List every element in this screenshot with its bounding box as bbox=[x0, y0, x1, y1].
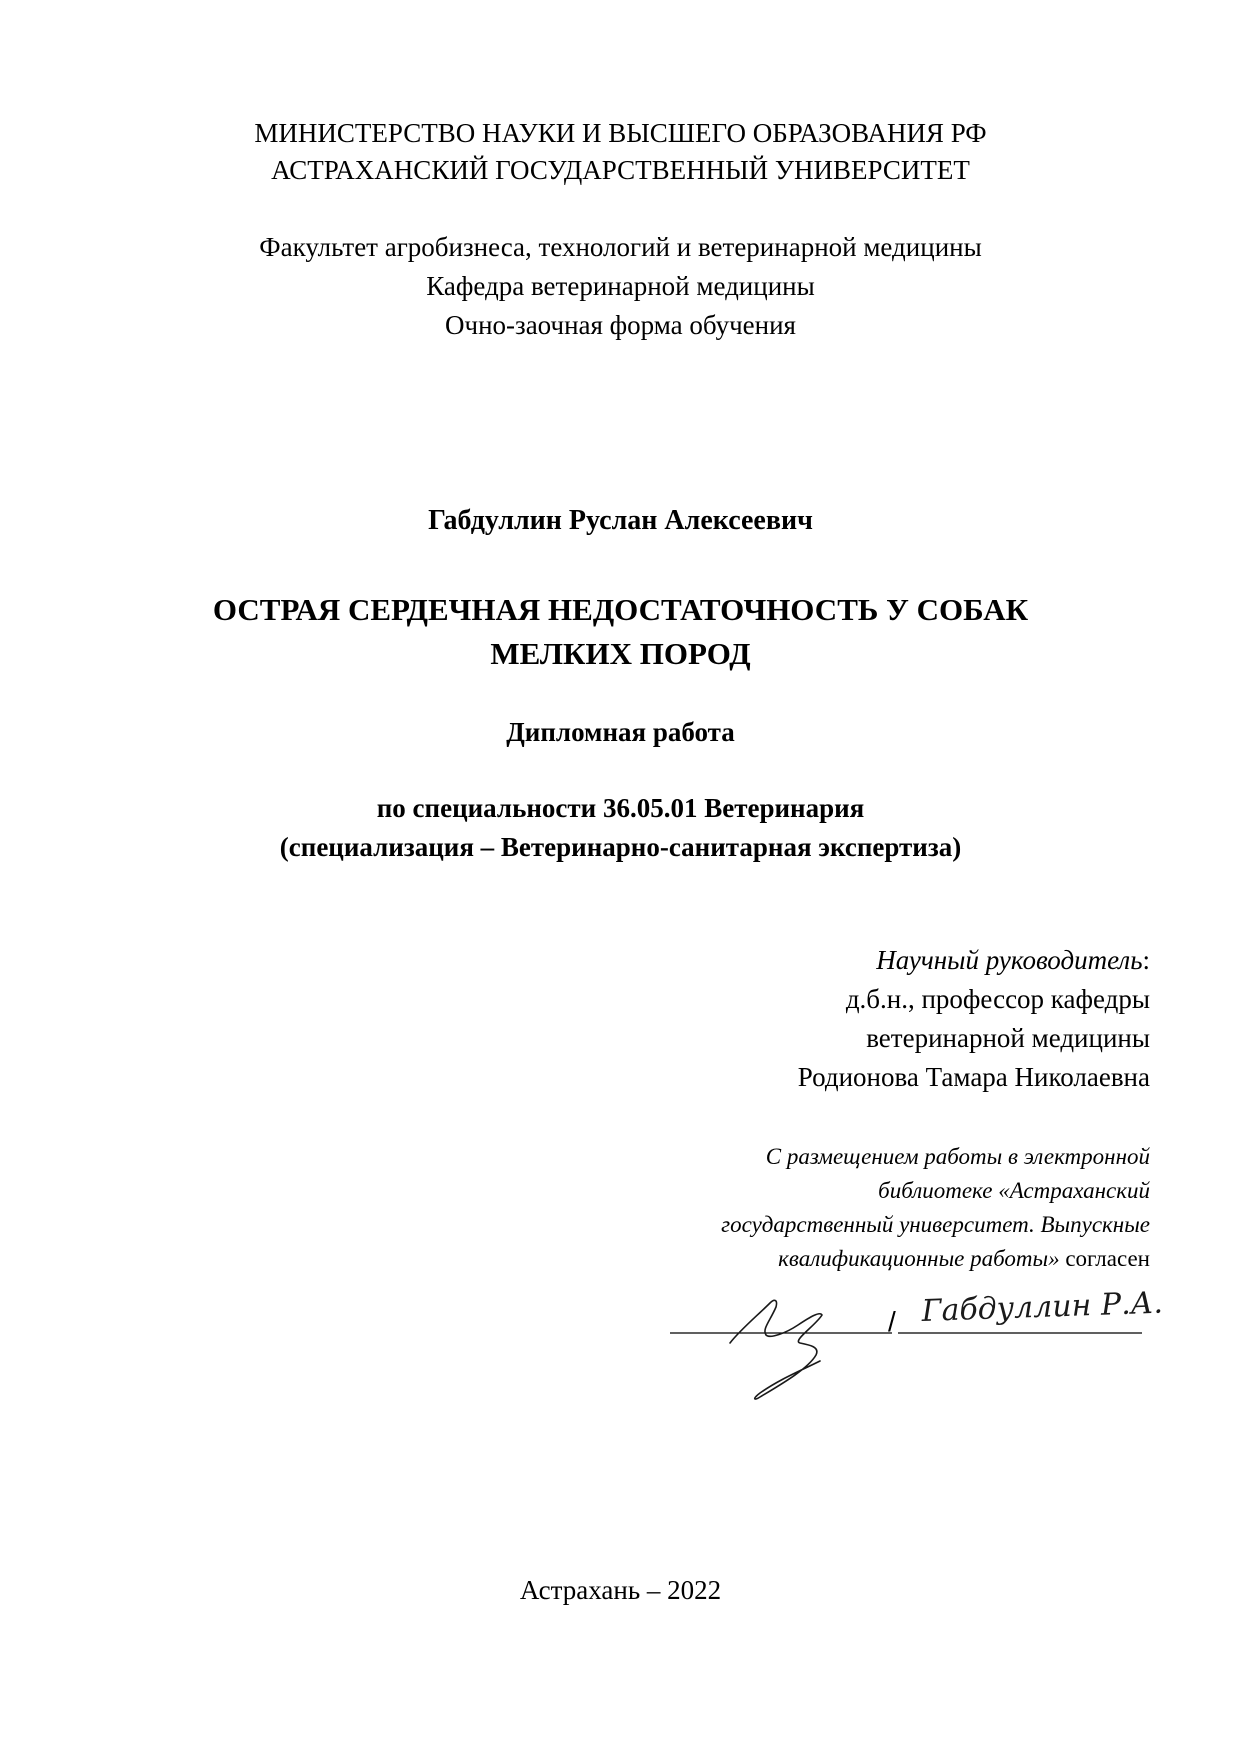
department-name: Кафедра ветеринарной медицины bbox=[426, 271, 815, 301]
study-form: Очно-заочная форма обучения bbox=[445, 310, 796, 340]
consent-line-3: государственный университет. Выпускные bbox=[721, 1212, 1150, 1237]
ministry-title: МИНИСТЕРСТВО НАУКИ И ВЫСШЕГО ОБРАЗОВАНИЯ РФ bbox=[254, 118, 987, 148]
handwritten-name: Габдуллин Р.А. bbox=[921, 1285, 1164, 1329]
consent-line-4-italic: квалификационные работы» bbox=[778, 1246, 1060, 1271]
signature-separator: / bbox=[888, 1306, 896, 1337]
thesis-title-line-1: ОСТРАЯ СЕРДЕЧНАЯ НЕДОСТАТОЧНОСТЬ У СОБАК bbox=[212, 592, 1029, 627]
thesis-title-line-2: МЕЛКИХ ПОРОД bbox=[490, 636, 751, 671]
supervisor-label: Научный руководитель bbox=[876, 945, 1143, 975]
supervisor-degree: д.б.н., профессор кафедры bbox=[845, 984, 1150, 1014]
consent-line-4 bbox=[778, 1246, 1150, 1272]
consent-line-1: С размещением работы в электронной bbox=[765, 1144, 1150, 1169]
supervisor-label-line bbox=[876, 945, 1150, 976]
supervisor-name: Родионова Тамара Николаевна bbox=[797, 1062, 1150, 1092]
handwritten-signature-icon bbox=[730, 1300, 822, 1399]
consent-line-2: библиотеке «Астраханский bbox=[878, 1178, 1150, 1203]
city-year: Астрахань – 2022 bbox=[519, 1575, 722, 1605]
signature-block bbox=[670, 1285, 1170, 1405]
work-type: Дипломная работа bbox=[506, 717, 735, 747]
faculty-name: Факультет агробизнеса, технологий и ветеринарной медицины bbox=[259, 232, 982, 262]
specialty-line-1: по специальности 36.05.01 Ветеринария bbox=[376, 793, 865, 823]
consent-line-4-plain: согласен bbox=[1059, 1246, 1150, 1271]
supervisor-department: ветеринарной медицины bbox=[866, 1023, 1150, 1053]
author-name: Габдуллин Руслан Алексеевич bbox=[428, 505, 813, 536]
supervisor-colon: : bbox=[1142, 945, 1150, 975]
specialty-line-2: (специализация – Ветеринарно-санитарная экспертиза) bbox=[279, 832, 962, 862]
university-title: АСТРАХАНСКИЙ ГОСУДАРСТВЕННЫЙ УНИВЕРСИТЕТ bbox=[271, 155, 970, 185]
